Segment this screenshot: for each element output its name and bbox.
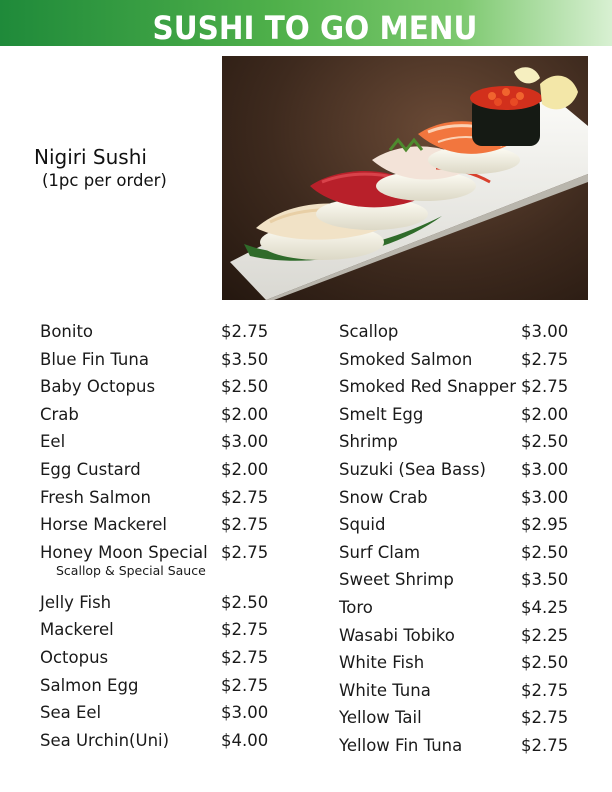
section-subtitle: (1pc per order)	[42, 171, 167, 190]
item-name: Bonito	[40, 322, 94, 341]
item-name: Yellow Tail	[339, 708, 422, 728]
item-name: Crab	[40, 404, 79, 424]
item-name: Scallop	[339, 322, 399, 341]
menu-item	[339, 706, 579, 734]
item-note: Scallop & Special Sauce	[56, 562, 206, 578]
menu-item	[339, 651, 579, 679]
menu-item	[40, 701, 280, 729]
menu-item	[339, 568, 579, 596]
menu-item	[339, 403, 579, 431]
item-price: $3.50	[521, 570, 569, 590]
menu-item	[40, 674, 280, 702]
menu-item	[40, 486, 280, 514]
menu-item	[40, 541, 280, 591]
menu-item	[339, 430, 579, 458]
menu-item	[339, 624, 579, 652]
item-name: Toro	[339, 597, 373, 617]
item-name: Egg Custard	[40, 459, 141, 479]
item-price: $2.75	[221, 620, 269, 640]
item-price: $2.50	[521, 432, 569, 452]
item-price: $2.25	[521, 625, 569, 645]
item-price: $2.75	[221, 487, 269, 507]
item-price: $2.75	[521, 680, 569, 700]
item-price: $2.75	[521, 349, 569, 369]
item-name: Blue Fin Tuna	[40, 349, 149, 369]
menu-item	[40, 618, 280, 646]
item-name: White Tuna	[339, 680, 431, 700]
item-name: Smoked Red Snapper	[339, 377, 516, 397]
item-price: $2.75	[521, 735, 569, 755]
page-title: SUSHI TO GO MENU	[152, 9, 478, 47]
item-price: $2.50	[521, 653, 569, 673]
item-price: $2.00	[221, 404, 269, 424]
item-price: $3.00	[521, 487, 569, 507]
item-name: Horse Mackerel	[40, 515, 167, 535]
item-name: Sea Eel	[40, 703, 102, 723]
item-name: Baby Octopus	[40, 377, 156, 397]
item-price: $3.00	[521, 459, 569, 479]
menu-item	[339, 734, 579, 762]
item-price: $3.00	[221, 432, 269, 452]
section-title: Nigiri Sushi	[34, 145, 147, 169]
item-name: Smoked Salmon	[339, 349, 473, 369]
menu-item	[40, 458, 280, 486]
item-price: $2.00	[521, 404, 569, 424]
item-name: Squid	[339, 515, 386, 535]
item-name: Eel	[40, 432, 66, 452]
menu-item	[40, 430, 280, 458]
menu-item	[339, 486, 579, 514]
item-name: Wasabi Tobiko	[339, 625, 455, 645]
item-name: Octopus	[40, 647, 109, 667]
item-price: $2.00	[221, 459, 269, 479]
item-price: $4.00	[221, 730, 269, 750]
item-price: $3.00	[221, 703, 269, 723]
menu-item	[339, 348, 579, 376]
menu-item	[339, 513, 579, 541]
item-name: Suzuki (Sea Bass)	[339, 459, 486, 479]
item-name: Honey Moon Special	[40, 542, 208, 562]
item-name: Mackerel	[40, 620, 114, 640]
item-name: Yellow Fin Tuna	[339, 735, 463, 755]
item-price: $3.00	[521, 322, 569, 341]
menu-item	[40, 591, 280, 619]
menu-item	[339, 458, 579, 486]
item-price: $2.50	[521, 542, 569, 562]
item-name: Sweet Shrimp	[339, 570, 454, 590]
nigiri-sushi-platter-photo	[222, 56, 588, 300]
item-name: Smelt Egg	[339, 404, 424, 424]
item-name: Snow Crab	[339, 487, 428, 507]
item-price: $2.75	[221, 322, 269, 341]
item-price: $2.50	[221, 592, 269, 612]
menu-item	[40, 646, 280, 674]
header-banner	[0, 0, 612, 46]
item-price: $2.75	[221, 542, 269, 562]
item-name: Jelly Fish	[40, 592, 112, 612]
menu-item	[40, 513, 280, 541]
item-price: $3.50	[221, 349, 269, 369]
menu-item	[40, 729, 280, 757]
item-price: $2.75	[221, 515, 269, 535]
menu-item	[339, 375, 579, 403]
item-name: Fresh Salmon	[40, 487, 151, 507]
menu-item	[339, 596, 579, 624]
item-price: $2.75	[521, 708, 569, 728]
menu-item	[40, 403, 280, 431]
item-price: $2.75	[221, 675, 269, 695]
menu-item	[339, 320, 579, 348]
item-name: Salmon Egg	[40, 675, 139, 695]
menu-column-left	[40, 320, 280, 756]
menu-item	[40, 320, 280, 348]
item-price: $4.25	[521, 597, 569, 617]
menu-item	[40, 375, 280, 403]
item-price: $2.95	[521, 515, 569, 535]
menu-item	[339, 541, 579, 569]
menu-item	[40, 348, 280, 376]
item-name: Shrimp	[339, 432, 398, 452]
menu-item	[339, 679, 579, 707]
item-price: $2.75	[521, 377, 569, 397]
item-name: White Fish	[339, 653, 425, 673]
menu-column-right	[339, 320, 579, 762]
item-name: Sea Urchin(Uni)	[40, 730, 170, 750]
item-price: $2.75	[221, 647, 269, 667]
item-name: Surf Clam	[339, 542, 421, 562]
item-price: $2.50	[221, 377, 269, 397]
